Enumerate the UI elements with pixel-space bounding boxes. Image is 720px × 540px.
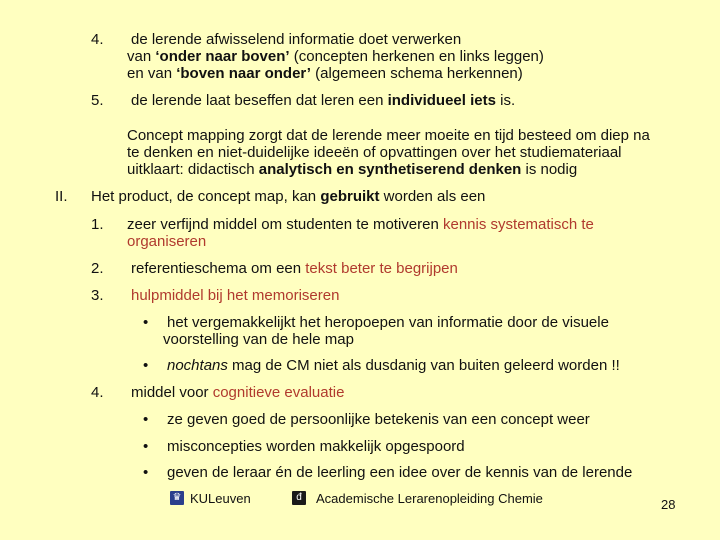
- item-4-line-2: van ‘onder naar boven’ (concepten herkenen en links leggen): [127, 48, 544, 65]
- item-number-4: 4.: [91, 31, 104, 48]
- section-ii-heading: Het product, de concept map, kan gebruikt worden als een: [91, 188, 486, 205]
- concept-mapping-line-1: Concept mapping zorgt dat de lerende meer moeite en tijd besteed om diep na: [127, 127, 650, 144]
- item-number-5: 5.: [91, 92, 104, 109]
- onder-naar-boven-emphasis: ‘onder naar boven’: [155, 48, 290, 65]
- section-number-ii: II.: [55, 188, 68, 205]
- evaluatie-bullet-1: ze geven goed de persoonlijke betekenis van een concept weer: [167, 411, 590, 428]
- bullet: •: [143, 438, 149, 455]
- evaluatie-bullet-2: misconcepties worden makkelijk opgespoord: [167, 438, 465, 455]
- cognitieve-evaluatie-highlight: cognitieve evaluatie: [212, 384, 345, 401]
- bullet: •: [143, 464, 149, 481]
- page-number: 28: [661, 497, 676, 512]
- alo-logo-icon: đ: [292, 491, 306, 505]
- sub-item-3: hulpmiddel bij het memoriseren: [131, 287, 340, 304]
- memoriseren-bullet-2: nochtans mag de CM niet als dusdanig van buiten geleerd worden !!: [167, 357, 620, 374]
- nochtans-emphasis: nochtans: [167, 357, 228, 374]
- concept-mapping-line-3: uitklaart: didactisch analytisch en synthetiserend denken is nodig: [127, 161, 578, 178]
- memoriseren-bullet-1-line-2: voorstelling van de hele map: [163, 331, 354, 348]
- footer-academische-lerarenopleiding: Academische Lerarenopleiding Chemie: [316, 491, 543, 506]
- sub-item-1-line-1: zeer verfijnd middel om studenten te motiveren kennis systematisch te: [127, 216, 594, 233]
- tekst-beter-begrijpen-highlight: tekst beter te begrijpen: [305, 260, 458, 277]
- gebruikt-emphasis: gebruikt: [320, 188, 380, 205]
- memoriseren-bullet-1-line-1: het vergemakkelijkt het heropoepen van informatie door de visuele: [167, 314, 609, 331]
- evaluatie-bullet-3: geven de leraar én de leerling een idee over de kennis van de lerende: [167, 464, 633, 481]
- individueel-iets-emphasis: individueel iets: [387, 92, 496, 109]
- bullet: •: [143, 314, 149, 331]
- sub-item-1-line-2: organiseren: [127, 233, 207, 250]
- item-4-line-1: de lerende afwisselend informatie doet verwerken: [131, 31, 462, 48]
- bullet: •: [143, 411, 149, 428]
- bullet: •: [143, 357, 149, 374]
- sub-number-3: 3.: [91, 287, 104, 304]
- boven-naar-onder-emphasis: ‘boven naar onder’: [176, 65, 311, 82]
- sub-item-2: referentieschema om een tekst beter te begrijpen: [131, 260, 458, 277]
- analytisch-denken-emphasis: analytisch en synthetiserend denken: [258, 161, 522, 178]
- sub-item-4: middel voor cognitieve evaluatie: [131, 384, 345, 401]
- kuleuven-logo-icon: ♛: [170, 491, 184, 505]
- sub-number-1: 1.: [91, 216, 104, 233]
- sub-number-4: 4.: [91, 384, 104, 401]
- sub-number-2: 2.: [91, 260, 104, 277]
- concept-mapping-line-2: te denken en niet-duidelijke ideeën of opvattingen over het studiemateriaal: [127, 144, 622, 161]
- kennis-systematisch-highlight: kennis systematisch te: [443, 216, 594, 233]
- item-5-text: de lerende laat beseffen dat leren een individueel iets is.: [131, 92, 516, 109]
- item-4-line-3: en van ‘boven naar onder’ (algemeen schema herkennen): [127, 65, 523, 82]
- footer-kuleuven: KULeuven: [190, 491, 251, 506]
